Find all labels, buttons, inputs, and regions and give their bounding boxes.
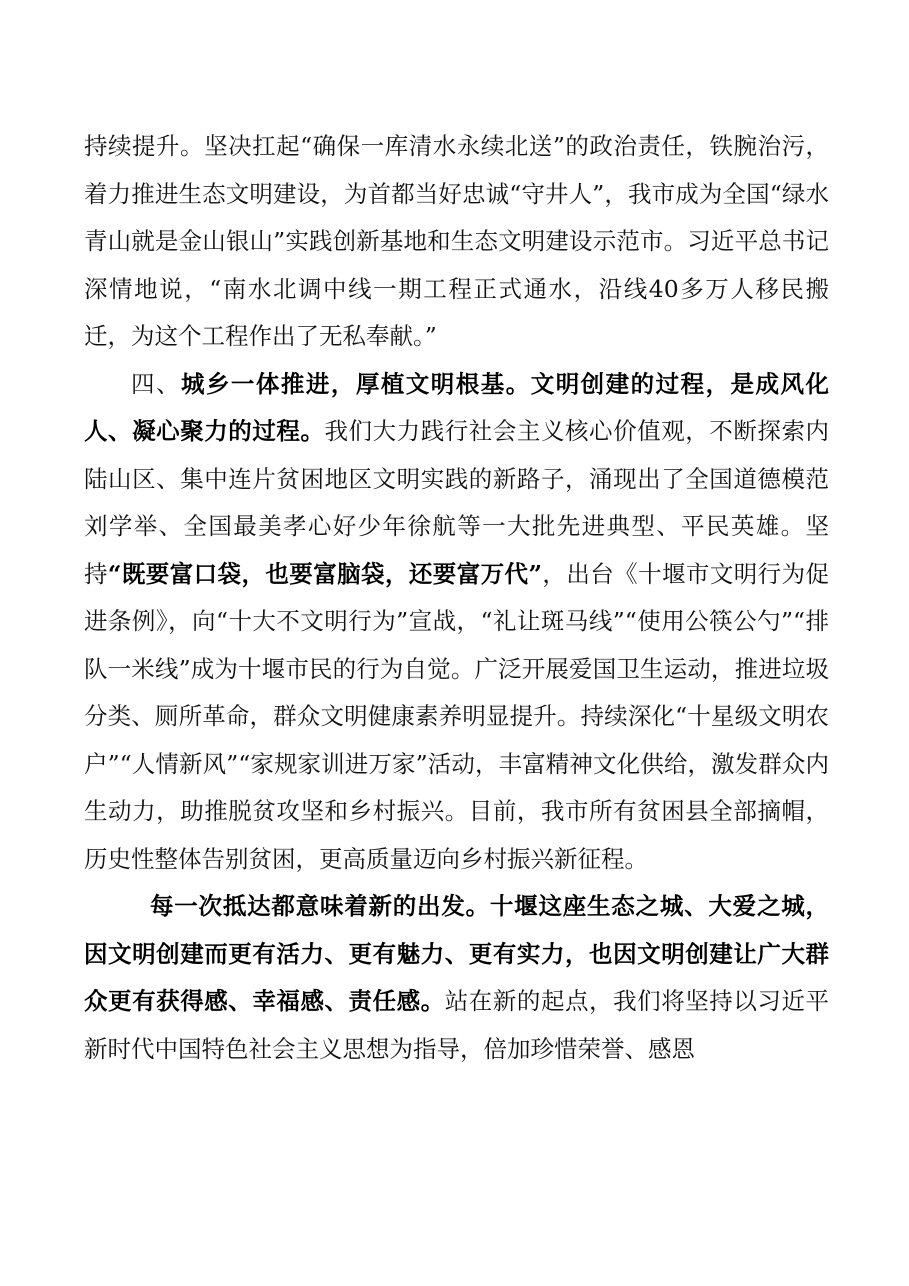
paragraph-text: 站在新的起点，我们将坚持以习近平新时代中国特色社会主义思想为指导，倍加珍惜荣誉、感恩 [84,987,829,1063]
section-number: 四、 [131,369,181,398]
section-heading-bold: 城乡一体推进，厚植文明根基。文明创建的过程，是成风化人、凝心聚力的过程。 [84,369,830,445]
paragraph-ecology [84,123,829,361]
paragraph-text: ，出台《十堰市文明行为促进条例》，向“十大不文明行为”宣战，“礼让斑马线”“使用公筷公勺”“排队一米线”成为十堰市民的行为自觉。广泛开展爱国卫生运动，推进垃圾分类、厕所革命，群众文明健康素养明显提升。持续深化“十星级文明农户”“人情新风”“家规家训进万家”活动，丰富精神文化供给，激发群众内生动力，助推脱贫攻坚和乡村振兴。目前，我市所有贫困县全部摘帽，历史性整体告别贫困，更高质量迈向乡村振兴新征程。 [84,559,829,873]
conclusion-bold: 每一次抵达都意味着新的出发。十堰这座生态之城、大爱之城，因文明创建而更有活力、更有魅力、更有实力，也因文明创建让广大群众更有获得感、幸福感、责任感。 [84,892,829,1015]
paragraph-text: 我们大力践行社会主义核心价值观，不断探索内陆山区、集中连片贫困地区文明实践的新路子，涌现出了全国道德模范刘学举、全国最美孝心好少年徐航等一大批先进典型、平民英雄。坚持 [84,417,829,588]
slogan-bold: “既要富口袋，也要富脑袋，还要富万代” [107,559,542,588]
paragraph-conclusion [84,883,829,1073]
document-body [84,123,829,1073]
paragraph-text: 持续提升。坚决扛起“确保一库清水永续北送”的政治责任，铁腕治污，着力推进生态文明建设，为首都当好忠诚“守井人”，我市成为全国“绿水青山就是金山银山”实践创新基地和生态文明建设示范市。习近平总书记深情地说，“南水北调中线一期工程正式通水，沿线40多万人移民搬迁，为这个工程作出了无私奉献。” [84,132,829,350]
paragraph-urban-rural [84,361,829,884]
